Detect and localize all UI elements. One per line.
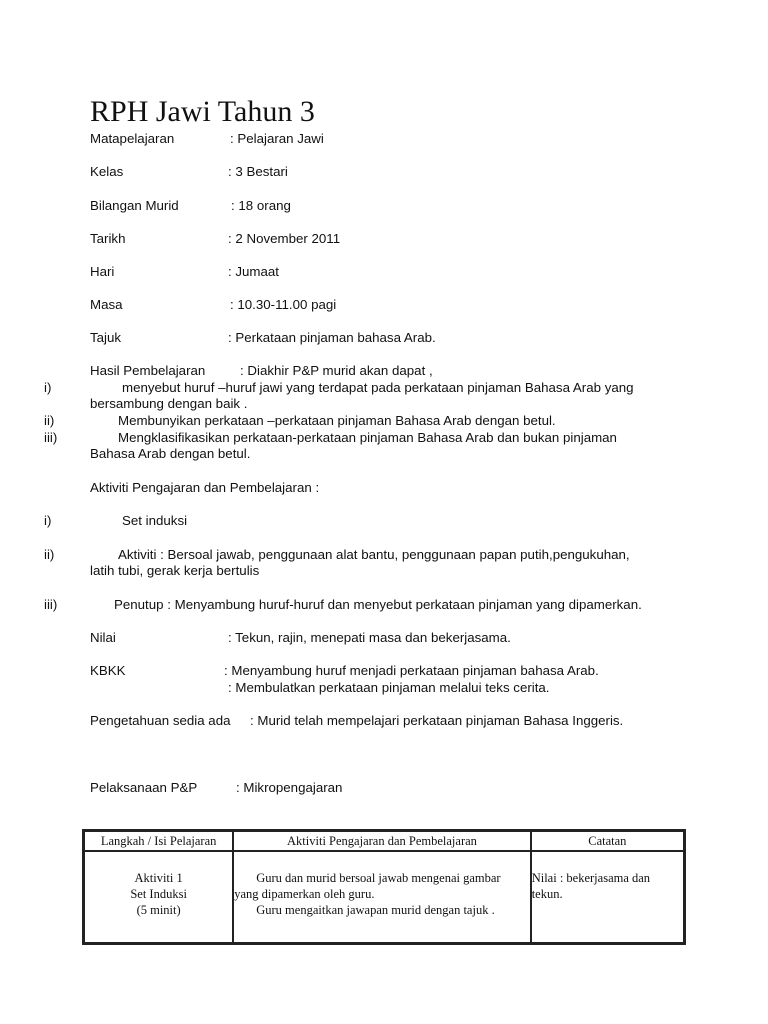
catatan-line: tekun. — [531, 887, 563, 901]
catatan-line: Nilai : bekerjasama dan — [531, 871, 651, 885]
hasil-item-number: ii) — [44, 413, 55, 428]
hasil-item-text-cont: bersambung dengan baik . — [90, 396, 248, 411]
field-value-tajuk: : Perkataan pinjaman bahasa Arab. — [228, 330, 436, 345]
cell-catatan — [531, 851, 684, 943]
page-title: RPH Jawi Tahun 3 — [90, 95, 315, 128]
pelaksanaan-label: Pelaksanaan P&P — [90, 780, 198, 795]
field-value-masa: : 10.30-11.00 pagi — [230, 297, 337, 312]
aktiviti-item-text: Penutup : Menyambung huruf-huruf dan menyebut perkataan pinjaman yang dipamerkan. — [114, 597, 642, 612]
field-value-tarikh: : 2 November 2011 — [228, 231, 341, 246]
field-value-bilangan-murid: : 18 orang — [231, 198, 291, 213]
field-label-hari: Hari — [90, 264, 115, 279]
langkah-line: (5 minit) — [136, 903, 181, 917]
pengetahuan-value: : Murid telah mempelajari perkataan pinjaman Bahasa Inggeris. — [250, 713, 624, 728]
hasil-item-number: iii) — [44, 430, 58, 445]
cell-aktiviti — [233, 851, 530, 943]
field-label-masa: Masa — [90, 297, 123, 312]
hasil-item-text: Mengklasifikasikan perkataan-perkataan pinjaman Bahasa Arab dan bukan pinjaman — [118, 430, 617, 445]
nilai-label: Nilai — [90, 630, 116, 645]
hasil-label: Hasil Pembelajaran — [90, 363, 206, 378]
pengetahuan-label: Pengetahuan sedia ada — [90, 713, 231, 728]
aktiviti-line: Guru mengaitkan jawapan murid dengan tajuk . — [256, 903, 495, 917]
table-row — [84, 851, 684, 943]
aktiviti-heading: Aktiviti Pengajaran dan Pembelajaran : — [90, 480, 320, 495]
hasil-item-number: i) — [44, 380, 52, 395]
aktiviti-item-text: Set induksi — [122, 513, 188, 528]
pelaksanaan-value: : Mikropengajaran — [236, 780, 343, 795]
field-value-kelas: : 3 Bestari — [228, 164, 288, 179]
aktiviti-item-number: ii) — [44, 547, 55, 562]
aktiviti-line: Guru dan murid bersoal jawab mengenai gambar — [256, 871, 501, 885]
field-label-kelas: Kelas — [90, 164, 124, 179]
field-label-tajuk: Tajuk — [90, 330, 122, 345]
field-label-matapelajaran: Matapelajaran — [90, 131, 175, 146]
header-aktiviti: Aktiviti Pengajaran dan Pembelajaran — [233, 831, 530, 851]
aktiviti-line: yang dipamerkan oleh guru. — [234, 887, 375, 901]
nilai-value: : Tekun, rajin, menepati masa dan bekerjasama. — [228, 630, 511, 645]
hasil-item-text-cont: Bahasa Arab dengan betul. — [90, 446, 251, 461]
header-catatan: Catatan — [531, 831, 684, 851]
table-header-row — [84, 831, 684, 851]
kbkk-value-2: : Membulatkan perkataan pinjaman melalui teks cerita. — [228, 680, 550, 695]
aktiviti-item-text-cont: latih tubi, gerak kerja bertulis — [90, 563, 260, 578]
cell-langkah — [84, 851, 233, 943]
header-langkah: Langkah / Isi Pelajaran — [84, 831, 233, 851]
aktiviti-item-number: iii) — [44, 597, 58, 612]
field-value-matapelajaran: : Pelajaran Jawi — [230, 131, 324, 146]
kbkk-value-1: : Menyambung huruf menjadi perkataan pinjaman bahasa Arab. — [224, 663, 599, 678]
hasil-item-text: menyebut huruf –huruf jawi yang terdapat pada perkataan pinjaman Bahasa Arab yang — [122, 380, 634, 395]
aktiviti-item-text: Aktiviti : Bersoal jawab, penggunaan alat bantu, penggunaan papan putih,pengukuhan, — [118, 547, 630, 562]
field-label-tarikh: Tarikh — [90, 231, 126, 246]
langkah-line: Aktiviti 1 — [134, 871, 183, 885]
lesson-plan-table — [82, 829, 686, 945]
hasil-item-text: Membunyikan perkataan –perkataan pinjaman Bahasa Arab dengan betul. — [118, 413, 556, 428]
field-value-hari: : Jumaat — [228, 264, 279, 279]
hasil-intro: : Diakhir P&P murid akan dapat , — [240, 363, 433, 378]
field-label-bilangan-murid: Bilangan Murid — [90, 198, 179, 213]
langkah-line: Set Induksi — [130, 887, 187, 901]
kbkk-label: KBKK — [90, 663, 126, 678]
aktiviti-item-number: i) — [44, 513, 52, 528]
